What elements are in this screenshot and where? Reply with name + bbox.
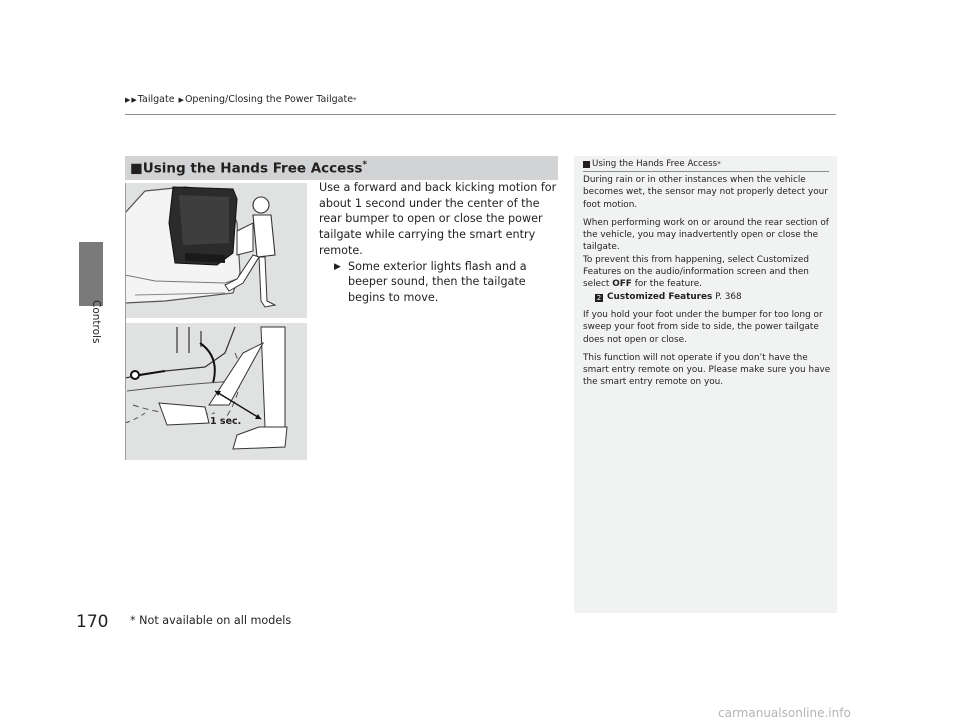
vehicle-rear-icon <box>125 183 307 318</box>
note-marker-icon <box>583 161 590 168</box>
body-paragraph: Use a forward and back kicking motion for about 1 second under the center of the rear bumper to open or close the power tailgate while carrying the smart entry remote. <box>319 181 557 257</box>
note-paragraph: During rain or in other instances when the vehicle becomes wet, the sensor may not properly detect your foot motion. <box>583 175 828 210</box>
breadcrumb <box>125 94 357 105</box>
arrow-right-icon: ▶ <box>334 261 341 272</box>
breadcrumb-item-power-tailgate: Opening/Closing the Power Tailgate <box>184 94 354 105</box>
note-body <box>583 174 831 395</box>
chapter-label: Controls <box>90 300 102 344</box>
triangle-right-icon: ▶ <box>178 95 184 104</box>
breadcrumb-item-tailgate: Tailgate <box>137 94 175 105</box>
section-title: ■Using the Hands Free Access* <box>130 159 368 177</box>
note-paragraph: When performing work on or around the rear section of the vehicle, you may inadvertently open or close the tailgate. To prevent this from happening, select Customized Features on the audio/information screen and then select OFF for the feature. <box>583 217 829 290</box>
triangle-right-icon: ▶ <box>131 95 137 104</box>
section-body <box>319 180 564 306</box>
cross-reference-link[interactable]: 2 Customized Features P. 368 <box>596 291 742 302</box>
footnote-mark: * <box>717 160 721 168</box>
note-title: Using the Hands Free Access * <box>583 159 721 169</box>
square-bullet-icon: ■ <box>130 160 143 177</box>
footnote-mark: * <box>362 159 368 170</box>
kick-motion-illustration <box>125 183 307 318</box>
watermark: carmanualsonline.info <box>718 706 851 720</box>
foot-sensor-icon <box>125 323 307 460</box>
footnote: * Not available on all models <box>130 614 292 627</box>
note-paragraph: This function will not operate if you don’t have the smart entry remote on you. Please make sure you have the smart entry remote on you. <box>583 352 831 388</box>
bullet-text: Some exterior lights flash and a beeper sound, then the tailgate begins to move. <box>348 259 527 304</box>
chapter-tab <box>79 242 103 306</box>
result-bullet <box>334 259 564 306</box>
cross-reference-icon: 2 <box>596 293 602 302</box>
header-rule <box>125 114 836 115</box>
duration-label: 1 sec. <box>210 416 242 427</box>
section-heading <box>125 156 558 180</box>
note-rule <box>583 171 829 172</box>
page-number: 170 <box>76 612 109 632</box>
bumper-sensor-illustration <box>125 323 307 460</box>
note-paragraph: If you hold your foot under the bumper for too long or sweep your foot from side to side, the power tailgate does not open or close. <box>583 309 823 345</box>
triangle-right-icon: ▶ <box>125 95 131 104</box>
footnote-mark: * <box>353 95 357 104</box>
illustration-border <box>125 183 126 460</box>
